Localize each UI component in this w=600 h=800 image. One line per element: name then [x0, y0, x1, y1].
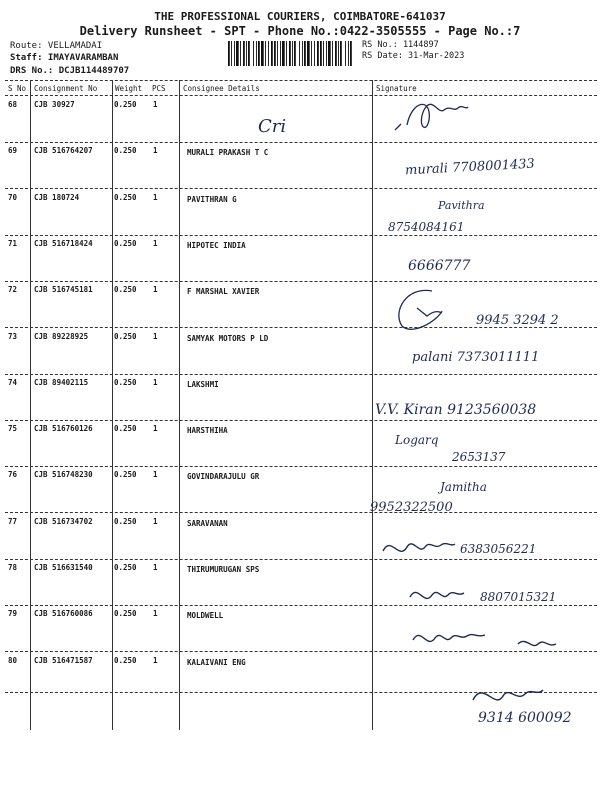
- col-signature: Signature: [376, 84, 417, 93]
- row-sno: 75: [8, 424, 18, 434]
- row-separator: [5, 512, 597, 513]
- handwritten-r73: palani 7373011111: [412, 350, 540, 365]
- col-consignee: Consignee Details: [183, 84, 260, 93]
- header-bottom-rule: [5, 95, 597, 96]
- header-top-rule: [5, 80, 597, 81]
- row-pcs: 1: [153, 377, 158, 387]
- row-weight: 0.250: [114, 424, 137, 434]
- row-weight: 0.250: [114, 655, 137, 665]
- row-consignment-no: CJB 180724: [34, 192, 80, 202]
- row-sno: 74: [8, 377, 18, 387]
- row-pcs: 1: [153, 516, 158, 526]
- rs-date: RS Date: 31-Mar-2023: [362, 51, 465, 61]
- row-consignee: PAVITHRAN G: [187, 194, 237, 204]
- row-sno: 70: [8, 192, 18, 202]
- row-consignee: LAKSHMI: [187, 379, 219, 389]
- row-consignment-no: CJB 516631540: [34, 563, 93, 572]
- handwritten-r76b: 9952322500: [370, 500, 453, 515]
- row-consignee: GOVINDARAJULU GR: [187, 472, 260, 482]
- row-sno: 73: [8, 331, 18, 341]
- row-consignment-no: CJB 516734702: [34, 516, 93, 526]
- row-pcs: 1: [153, 609, 158, 619]
- row-consignment-no: CJB 516760126: [34, 424, 93, 434]
- col-sno: S No: [8, 84, 27, 93]
- barcode: [228, 41, 355, 66]
- row-weight: 0.250: [114, 146, 137, 156]
- row-pcs: 1: [153, 331, 158, 341]
- row-weight: 0.250: [114, 331, 137, 341]
- row-consignment-no: CJB 516748230: [34, 470, 93, 480]
- row-consignment-no: CJB 516471587: [34, 655, 93, 665]
- row-weight: 0.250: [114, 192, 137, 202]
- handwritten-r75: 2653137: [452, 450, 506, 464]
- company-title: THE PROFESSIONAL COURIERS, COIMBATORE-641037: [154, 10, 446, 23]
- row-consignee: SAMYAK MOTORS P LD: [187, 333, 269, 343]
- row-consignee: HIPOTEC INDIA: [187, 240, 246, 250]
- row-pcs: 1: [153, 655, 158, 665]
- staff-label: Staff: IMAYAVARAMBAN: [10, 53, 119, 63]
- handwritten-r70a: Pavithra: [438, 199, 485, 212]
- signature-scribble: [468, 680, 548, 710]
- row-pcs: 1: [153, 563, 158, 572]
- handwritten-note: Logarq: [395, 433, 439, 447]
- row-sno: 68: [8, 100, 18, 109]
- row-pcs: 1: [153, 192, 158, 202]
- row-consignee: SARAVANAN: [187, 518, 228, 528]
- row-sno: 78: [8, 563, 18, 572]
- drs-label: DRS No.: DCJB114489707: [10, 66, 130, 76]
- row-weight: 0.250: [114, 609, 137, 619]
- signature-scribble: [392, 283, 472, 333]
- runsheet-title: Delivery Runsheet - SPT - Phone No.:0422-3505555 - Page No.:7: [79, 24, 521, 38]
- handwritten-r71: 6666777: [408, 258, 471, 274]
- row-consignment-no: CJB 516745181: [34, 285, 93, 295]
- row-consignment-no: CJB 516764207: [34, 146, 93, 156]
- handwritten-r70b: 8754084161: [388, 220, 465, 234]
- row-consignment-no: CJB 89402115: [34, 377, 89, 387]
- col-divider: [179, 80, 180, 730]
- handwritten-r69: murali 7708001433: [404, 156, 536, 179]
- row-consignment-no: CJB 516718424: [34, 238, 93, 248]
- row-weight: 0.250: [114, 470, 137, 480]
- row-sno: 80: [8, 655, 18, 665]
- row-weight: 0.250: [114, 377, 137, 387]
- rs-number: RS No.: 1144897: [362, 40, 439, 50]
- row-pcs: 1: [153, 285, 158, 295]
- handwritten-r76a: Jamitha: [440, 480, 487, 494]
- row-weight: 0.250: [114, 285, 137, 295]
- row-separator: [5, 420, 597, 421]
- row-consignee: F MARSHAL XAVIER: [187, 287, 260, 297]
- row-consignee: THIRUMURUGAN SPS: [187, 565, 260, 574]
- row-separator: [5, 188, 597, 189]
- route-label: Route: VELLAMADAI: [10, 41, 103, 51]
- row-pcs: 1: [153, 146, 158, 156]
- row-separator: [5, 605, 597, 606]
- handwritten-r78: 8807015321: [480, 590, 557, 604]
- handwritten-note: Cri: [258, 116, 287, 137]
- row-consignment-no: CJB 30927: [34, 100, 75, 109]
- col-divider: [372, 80, 373, 730]
- row-consignee: KALAIVANI ENG: [187, 657, 246, 667]
- row-consignment-no: CJB 89228925: [34, 331, 89, 341]
- row-separator: [5, 374, 597, 375]
- row-weight: 0.250: [114, 238, 137, 248]
- signature-scribble: [385, 95, 475, 140]
- row-consignee: MURALI PRAKASH T C: [187, 148, 269, 158]
- handwritten-r77: 6383056221: [460, 542, 537, 556]
- row-pcs: 1: [153, 424, 158, 434]
- row-consignment-no: CJB 516760086: [34, 609, 93, 619]
- col-weight: Weight: [115, 84, 143, 93]
- row-sno: 71: [8, 238, 18, 248]
- row-sno: 69: [8, 146, 18, 156]
- col-pcs: PCS: [152, 84, 166, 93]
- row-weight: 0.250: [114, 516, 137, 526]
- signature-scribble: [408, 622, 568, 657]
- col-consignment: Consignment No: [34, 84, 98, 93]
- row-separator: [5, 235, 597, 236]
- row-weight: 0.250: [114, 563, 137, 572]
- handwritten-r72: 9945 3294 2: [476, 313, 559, 328]
- signature-scribble: [405, 582, 475, 610]
- row-separator: [5, 281, 597, 282]
- row-pcs: 1: [153, 470, 158, 480]
- handwritten-r74: V.V. Kiran 9123560038: [375, 402, 537, 418]
- row-separator: [5, 559, 597, 560]
- row-sno: 72: [8, 285, 18, 295]
- row-weight: 0.250: [114, 100, 137, 109]
- row-consignee: MOLDWELL: [187, 611, 224, 621]
- col-divider: [112, 80, 113, 730]
- handwritten-r80: 9314 600092: [478, 710, 572, 726]
- row-pcs: 1: [153, 100, 158, 109]
- row-separator: [5, 142, 597, 143]
- row-sno: 76: [8, 470, 18, 480]
- row-sno: 79: [8, 609, 18, 619]
- row-consignee: HARSTHIHA: [187, 426, 228, 436]
- row-separator: [5, 466, 597, 467]
- row-pcs: 1: [153, 238, 158, 248]
- col-divider: [30, 80, 31, 730]
- row-sno: 77: [8, 516, 18, 526]
- signature-scribble: [378, 533, 458, 561]
